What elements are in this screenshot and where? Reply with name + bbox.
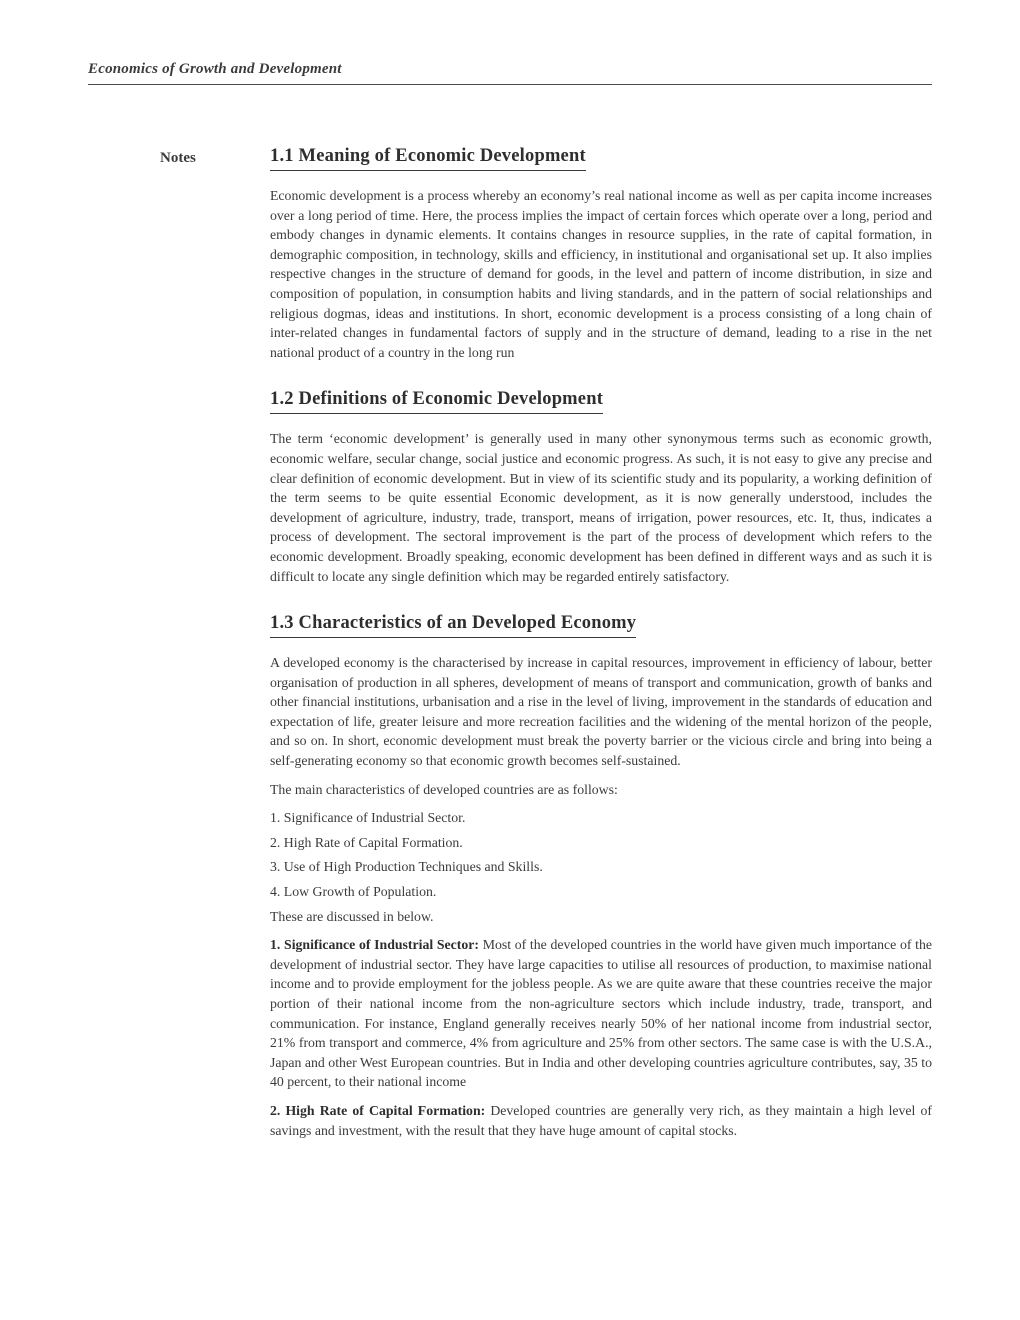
- section-meaning-of-economic-development: [270, 146, 932, 362]
- section-heading: [270, 613, 932, 638]
- paragraph: The term ‘economic development’ is generally used in many other synonymous terms such as economic growth, economic welfare, secular change, social justice and economic progress. As such, it is not easy to give any precise and clear definition of economic development. But in view of its scientific study and its popularity, a working definition of the term seems to be quite essential Economic development, as it is now generally understood, includes the development of agriculture, industry, trade, transport, means of irrigation, power resources, etc. It, thus, indicates a process of development. The sectoral improvement is the part of the process of development which refers to the economic development. Broadly speaking, economic development has been defined in different ways and as such it is difficult to locate any single definition which may be regarded entirely satisfactory.: [270, 431, 932, 584]
- list-item: 1. Significance of Industrial Sector.: [270, 810, 466, 826]
- numbered-point-text: Most of the developed countries in the world have given much importance of the development of industrial sector. They have large capacities to utilise all resources of production, to maximise national income and to provide employment for the jobless people. As we are quite aware that these countries receive the major portion of their national income from the non-agriculture sectors which include industry, trade, transport, and communication. For instance, England generally receives nearly 50% of her national income from industrial sector, 21% from transport and commerce, 4% from agriculture and 25% from other sectors. The same case is with the U.S.A., Japan and other West European countries. But in India and other developing countries agriculture contributes, say, 35 to 40 percent, to their national income: [270, 937, 933, 1090]
- paragraph: These are discussed in below.: [270, 908, 434, 924]
- running-header-title: Economics of Growth and Development: [88, 61, 342, 77]
- page-content: [270, 146, 932, 1149]
- paragraph: A developed economy is the characterised by increase in capital resources, improvement in efficiency of labour, better organisation of production in all spheres, development of means of transport and communication, growth of banks and other financial institutions, urbanisation and a rise in the level of living, improvement in the standards of education and expectation of life, greater leisure and more recreation facilities and the widening of the mental horizon of the people, and so on. In short, economic development must break the poverty barrier or the vicious circle and bring into being a self-generating economy so that economic growth becomes self-sustained.: [270, 655, 932, 769]
- numbered-point-text: Developed countries are generally very rich, as they maintain a high level of savings and investment, with the result that they have huge amount of capital stocks.: [270, 1102, 932, 1138]
- list-item: 3. Use of High Production Techniques and Skills.: [270, 859, 543, 875]
- numbered-point-lead: 2. High Rate of Capital Formation:: [270, 1102, 486, 1118]
- numbered-point: [270, 1101, 932, 1140]
- paragraph: The main characteristics of developed countries are as follows:: [270, 781, 618, 797]
- section-heading-text: 1.2 Definitions of Economic Development: [270, 389, 603, 414]
- list-item: 2. High Rate of Capital Formation.: [270, 834, 463, 850]
- section-heading-text: 1.3 Characteristics of an Developed Economy: [270, 613, 636, 638]
- numbered-point-lead: 1. Significance of Industrial Sector:: [270, 937, 480, 953]
- running-header: [88, 60, 932, 85]
- notes-margin-label: Notes: [160, 150, 196, 166]
- paragraph: Economic development is a process whereby an economy’s real national income as well as per capita income increases over a long period of time. Here, the process implies the impact of certain forces which operate over a long, period and embody changes in dynamic elements. It contains changes in resource supplies, in the rate of capital formation, in demographic composition, in technology, skills and efficiency, in institutional and organisational set up. It also implies respective changes in the structure of demand for goods, in the level and pattern of income distribution, in size and composition of population, in consumption habits and living standards, and in the pattern of social relationships and religious dogmas, ideas and institutions. In short, economic development is a process consisting of a long chain of inter-related changes in fundamental factors of supply and in the structure of demand, leading to a rise in the net national product of a country in the long run: [270, 188, 932, 360]
- section-heading: [270, 146, 932, 171]
- section-heading-text: 1.1 Meaning of Economic Development: [270, 146, 586, 171]
- section-heading: [270, 389, 932, 414]
- section-definitions-of-economic-development: [270, 389, 932, 586]
- section-characteristics-of-developed-economy: [270, 613, 932, 1140]
- list-item: 4. Low Growth of Population.: [270, 884, 437, 900]
- numbered-point: [270, 935, 932, 1092]
